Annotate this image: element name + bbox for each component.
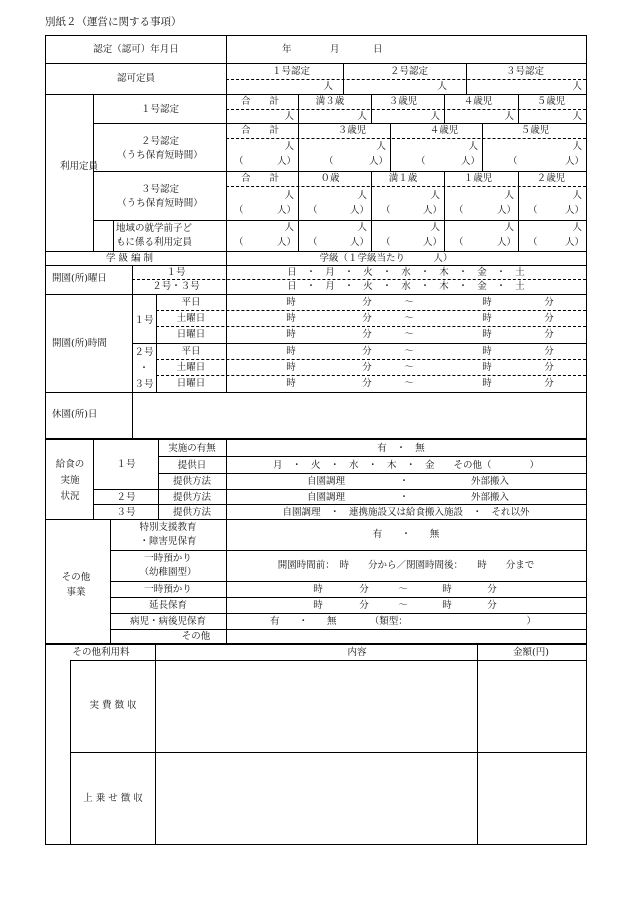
jikan-label: 開園(所)時間	[52, 338, 107, 349]
riyo-2go-col-4: ４歳児	[429, 125, 459, 136]
jikan-day-4: 平日	[181, 346, 201, 357]
jigyo-time-cell: 分	[359, 600, 369, 611]
u: 人）	[368, 156, 388, 167]
u: 人	[284, 222, 294, 233]
u: 人）	[496, 205, 516, 216]
kyushoku-3go: ３号	[116, 507, 136, 518]
u: （	[234, 205, 244, 216]
u: 人	[504, 222, 514, 233]
teiin-unit-3: 人	[572, 81, 582, 92]
u: （	[528, 205, 538, 216]
u: 人	[357, 111, 367, 122]
month-label: 月	[330, 44, 340, 55]
riyo-chiiki-line2: もに係る利用定員	[116, 237, 193, 248]
kyushoku-label-3: 状況	[60, 491, 80, 502]
jigyo-time-cell: 時	[313, 584, 323, 595]
jigyo-time-cell: ～	[398, 600, 408, 611]
jigyo-label-2: 事業	[66, 587, 86, 598]
kyushoku-hoho-a-1: 自園調理	[306, 476, 346, 487]
u: （	[508, 156, 518, 167]
u: 人	[430, 190, 440, 201]
u: （	[234, 237, 244, 248]
time-cell: ～	[404, 329, 414, 340]
naiyo-header: 内容	[347, 647, 367, 658]
byoji-value: 有 ・ 無 （類型： ）	[269, 616, 537, 627]
tokubetsu-label-2: ・障害児保育	[139, 536, 197, 547]
kyushoku-umu-value: 有 ・ 無	[377, 443, 425, 454]
u: 人）	[564, 205, 584, 216]
kyushoku-hoho-b-2: 外部搬入	[470, 492, 510, 503]
time-cell: 時	[482, 313, 492, 324]
riyo-chiiki-line1: 地域の就学前子ど	[116, 223, 193, 234]
u: 人	[572, 111, 582, 122]
teiin-col-3: ３号認定	[505, 66, 545, 77]
jigyo-time-cell: 分	[359, 584, 369, 595]
riyo-3go-sub: （うち保育短時間）	[117, 198, 203, 209]
time-cell: ～	[404, 378, 414, 389]
jikan-day-2: 土曜日	[176, 313, 206, 324]
kyushoku-1go: １号	[116, 459, 136, 470]
riyo-2go-col-3: ３歳児	[337, 125, 367, 136]
riyo-2go-sub: （うち保育短時間）	[117, 150, 203, 161]
u: 人	[572, 141, 582, 152]
time-cell: 時	[482, 346, 492, 357]
ninka-date-label: 認定（認可）年月日	[93, 44, 179, 55]
u: （	[324, 156, 334, 167]
time-cell: 分	[544, 362, 554, 373]
time-cell: 時	[286, 313, 296, 324]
encho-label: 延長保育	[148, 600, 188, 611]
kyushoku-day-value: 月 ・ 火 ・ 水 ・ 木 ・ 金 その他（ ）	[272, 460, 540, 471]
time-cell: ～	[404, 313, 414, 324]
u: 人	[504, 190, 514, 201]
jigyo-sonota-label: その他	[181, 631, 211, 642]
time-cell: ～	[404, 297, 414, 308]
jikan-day-3: 日曜日	[176, 329, 206, 340]
jigyo-time-cell: ～	[398, 584, 408, 595]
u: 人）	[422, 205, 442, 216]
jikan-grp-3: ３号	[134, 379, 154, 390]
u: 人）	[422, 237, 442, 248]
ichiji-label: 一時預かり	[144, 584, 192, 595]
teiin-col-2: ２号認定	[389, 66, 429, 77]
youbi-1go: １号	[166, 267, 186, 278]
riyo-2go-col-5: ５歳児	[520, 125, 550, 136]
kyushoku-hoho-b-1: 外部搬入	[470, 476, 510, 487]
time-cell: 分	[362, 378, 372, 389]
kyushoku-hoho-dot-1: ・	[399, 476, 409, 487]
kyushoku-hoho-label-3: 提供方法	[172, 507, 212, 518]
u: （	[528, 237, 538, 248]
teiin-unit-1: 人	[323, 81, 333, 92]
u: 人）	[564, 156, 584, 167]
jigyo-time-cell: 時	[313, 600, 323, 611]
teiin-label: 認可定員	[116, 73, 156, 84]
riyo-3go-col-m1: 満１歳	[388, 173, 418, 184]
riyo-1go-label: １号認定	[140, 104, 180, 115]
u: 人）	[460, 156, 480, 167]
gakkyu-value: 学級（１学級当たり 人）	[319, 253, 453, 264]
kyushoku-umu-label: 実施の有無	[168, 443, 216, 454]
jikan-grp-2: ２号	[134, 347, 154, 358]
time-cell: 時	[482, 297, 492, 308]
riyo-2go-label: ２号認定	[140, 136, 180, 147]
riyo-3go-label: ３号認定	[140, 184, 180, 195]
riyo-2go-col-total: 合 計	[240, 125, 280, 136]
kyushoku-hoho-3-value: 自園調理 ・ 連携施設又は給食搬入施設 ・ それ以外	[282, 507, 530, 518]
page-title: 別紙２（運営に関する事項）	[45, 16, 182, 28]
ichiji-youchien-label-2: （幼稚園型）	[139, 567, 197, 578]
riyo-3go-col-0: ０歳	[320, 173, 340, 184]
u: 人	[376, 141, 386, 152]
time-cell: 分	[544, 346, 554, 357]
u: 人	[357, 222, 367, 233]
time-cell: 分	[544, 329, 554, 340]
u: （	[234, 156, 244, 167]
teiin-col-1: １号認定	[271, 66, 311, 77]
riyo-1go-col-5: ５歳児	[536, 96, 566, 107]
tokubetsu-label-1: 特別支援教育	[139, 522, 197, 533]
jigyo-time-cell: 時	[442, 584, 452, 595]
jikan-day-1: 平日	[181, 297, 201, 308]
riyo-1go-col-m3: 満３歳	[315, 96, 345, 107]
kingaku-header: 金額(円)	[513, 647, 549, 658]
operations-form	[45, 35, 587, 845]
time-cell: 時	[286, 362, 296, 373]
u: 人	[357, 190, 367, 201]
riyo-1go-col-total: 合 計	[240, 96, 280, 107]
time-cell: 分	[362, 362, 372, 373]
jigyo-time-cell: 時	[442, 600, 452, 611]
u: 人）	[496, 237, 516, 248]
day-label: 日	[373, 44, 383, 55]
u: 人）	[276, 156, 296, 167]
time-cell: 時	[286, 297, 296, 308]
u: 人	[430, 111, 440, 122]
jippi-label: 実 費 徴 収	[89, 700, 137, 711]
time-cell: 時	[286, 346, 296, 357]
youbi-days-23: 日 ・ 月 ・ 火 ・ 水 ・ 木 ・ 金 ・ 土	[287, 281, 525, 292]
riyo-3go-col-1: １歳児	[463, 173, 493, 184]
u: 人	[468, 141, 478, 152]
u: 人）	[349, 237, 369, 248]
ryokin-label: その他利用料	[72, 647, 130, 658]
time-cell: 分	[362, 346, 372, 357]
time-cell: 分	[362, 297, 372, 308]
jikan-grp-dot: ・	[139, 363, 149, 374]
gakkyu-label: 学 級 編 制	[106, 253, 154, 264]
jigyo-time-cell: 分	[487, 600, 497, 611]
youbi-23go: ２号・３号	[152, 281, 200, 292]
u: （	[308, 237, 318, 248]
time-cell: 時	[482, 378, 492, 389]
time-cell: 分	[544, 378, 554, 389]
u: 人	[284, 141, 294, 152]
u: 人	[572, 190, 582, 201]
riyo-3go-col-2: ２歳児	[536, 173, 566, 184]
kyushoku-hoho-dot-2: ・	[399, 492, 409, 503]
riyo-label: 利用定員	[60, 161, 99, 172]
time-cell: 時	[286, 329, 296, 340]
kyushoku-label-2: 実施	[60, 475, 80, 486]
jigyo-label-1: その他	[61, 572, 91, 583]
time-cell: ～	[404, 346, 414, 357]
riyo-1go-col-4: ４歳児	[463, 96, 493, 107]
jigyo-time-cell: 分	[487, 584, 497, 595]
time-cell: 分	[362, 313, 372, 324]
kyushoku-2go: ２号	[116, 492, 136, 503]
u: （	[454, 205, 464, 216]
u: 人	[284, 190, 294, 201]
kyushoku-hoho-a-2: 自園調理	[306, 492, 346, 503]
time-cell: 時	[482, 362, 492, 373]
kyushoku-day-label: 提供日	[177, 460, 207, 471]
u: 人	[284, 111, 294, 122]
youbi-days-1: 日 ・ 月 ・ 火 ・ 水 ・ 木 ・ 金 ・ 土	[287, 267, 525, 278]
riyo-3go-col-total: 合 計	[240, 173, 280, 184]
u: （	[381, 237, 391, 248]
year-label: 年	[282, 44, 292, 55]
time-cell: 時	[482, 329, 492, 340]
kyushoku-hoho-label-2: 提供方法	[172, 492, 212, 503]
riyo-1go-col-3: ３歳児	[388, 96, 418, 107]
jikan-grp-1: １号	[134, 315, 154, 326]
youbi-label: 開園(所)曜日	[52, 273, 107, 284]
time-cell: 分	[362, 329, 372, 340]
u: 人	[572, 222, 582, 233]
u: 人）	[349, 205, 369, 216]
u: 人	[430, 222, 440, 233]
ichiji-youchien-value: 開園時間前： 時 分から／閉園時間後： 時 分まで	[277, 560, 535, 571]
kyushoku-hoho-label-1: 提供方法	[172, 476, 212, 487]
time-cell: 時	[286, 378, 296, 389]
ichiji-youchien-label-1: 一時預かり	[144, 553, 192, 564]
jikan-day-6: 日曜日	[176, 378, 206, 389]
jikan-day-5: 土曜日	[176, 362, 206, 373]
teiin-unit-2: 人	[437, 81, 447, 92]
kyushoku-label-1: 給食の	[55, 459, 85, 470]
u: 人）	[564, 237, 584, 248]
time-cell: ～	[404, 362, 414, 373]
u: （	[416, 156, 426, 167]
u: （	[454, 237, 464, 248]
u: 人	[504, 111, 514, 122]
u: 人）	[276, 237, 296, 248]
tokubetsu-value: 有 ・ 無	[372, 529, 440, 540]
time-cell: 分	[544, 313, 554, 324]
kyuen-label: 休園(所)日	[52, 409, 98, 420]
u: 人）	[276, 205, 296, 216]
uwanose-label: 上 乗 せ 徴 収	[83, 793, 143, 804]
byoji-label: 病児・病後児保育	[129, 616, 207, 627]
time-cell: 分	[544, 297, 554, 308]
u: （	[308, 205, 318, 216]
u: （	[381, 205, 391, 216]
